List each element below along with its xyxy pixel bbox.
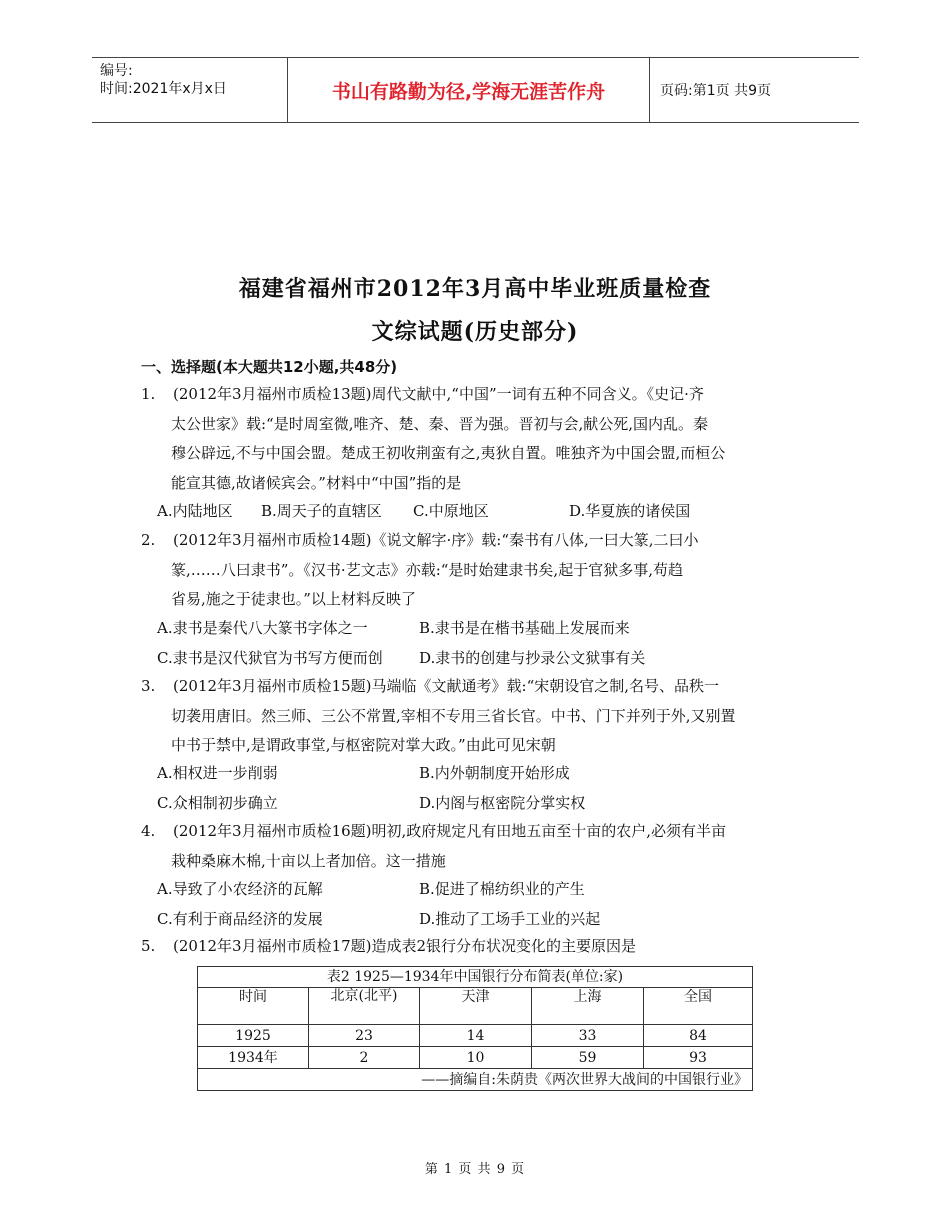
option-c: C.众相制初步确立 [157, 793, 278, 812]
question-1 [141, 380, 819, 498]
question-line: 能宣其德,故诸候宾会。”材料中“中国”指的是 [171, 473, 462, 492]
bank-distribution-table [197, 966, 753, 1091]
header-page-info: 页码:第1页 共9页 [660, 83, 771, 99]
option-a: A.导致了小农经济的瓦解 [157, 880, 323, 898]
table-header-cell: 时间 [198, 988, 309, 1025]
table-header-row [198, 988, 753, 1025]
table-source: ——摘编自:朱荫贵《两次世界大战间的中国银行业》 [198, 1069, 753, 1091]
question-line: 省易,施之于徒隶也。”以上材料反映了 [171, 590, 416, 608]
document-header [92, 57, 859, 123]
question-number: 2. [141, 531, 156, 549]
table-cell: 23 [309, 1025, 420, 1047]
document-title: 福建省福州市2012年3月高中毕业班质量检查 [238, 276, 712, 302]
table-caption: 表2 1925—1934年中国银行分布简表(单位:家) [198, 967, 753, 988]
question-number: 1. [141, 385, 156, 403]
question-4-options [157, 875, 600, 934]
question-line: 栽种桑麻木棉,十亩以上者加倍。这一措施 [171, 851, 446, 870]
option-d: D.华夏族的诸侯国 [569, 502, 691, 520]
option-a: A.内陆地区 [157, 502, 233, 520]
table-cell: 14 [420, 1025, 532, 1047]
question-3 [141, 672, 819, 761]
question-number: 5. [141, 937, 156, 955]
option-d: D.内阁与枢密院分掌实权 [419, 793, 586, 812]
question-number: 3. [141, 677, 156, 695]
option-c: C.有利于商品经济的发展 [157, 909, 323, 928]
table-header-cell: 全国 [644, 988, 753, 1025]
document-subtitle: 文综试题(历史部分) [371, 319, 579, 345]
table-cell: 84 [644, 1025, 753, 1047]
option-c: C.中原地区 [413, 502, 489, 520]
question-line: (2012年3月福州市质检16题)明初,政府规定凡有田地五亩至十亩的农户,必须有半亩 [173, 822, 727, 840]
number-label: 编号: [100, 63, 133, 79]
question-1-options [157, 497, 690, 527]
section-heading: 一、选择题(本大题共12小题,共48分) [141, 358, 398, 376]
question-line: 穆公辟远,不与中国会盟。楚成王初收荆蛮有之,夷狄自置。唯独齐为中国会盟,而桓公 [171, 444, 726, 462]
question-line: (2012年3月福州市质检14题)《说文解字·序》载:“秦书有八体,一曰大篆,二曰小 [173, 531, 699, 549]
question-5 [141, 932, 819, 962]
table-row [198, 1025, 753, 1047]
question-2 [141, 526, 819, 615]
question-line: 切袭用唐旧。然三师、三公不常置,宰相不专用三省长官。中书、门下并列于外,又别置 [171, 706, 736, 725]
table-row [198, 1047, 753, 1069]
option-d: D.隶书的创建与抄录公文狱事有关 [419, 648, 646, 667]
question-4 [141, 817, 819, 876]
table-cell: 33 [532, 1025, 644, 1047]
time-label: 时间:2021年x月x日 [100, 81, 227, 97]
table-cell: 2 [309, 1047, 420, 1069]
page-footer: 第 1 页 共 9 页 [424, 1162, 526, 1177]
table-cell: 10 [420, 1047, 532, 1069]
question-line: (2012年3月福州市质检17题)造成表2银行分布状况变化的主要原因是 [173, 937, 637, 955]
question-3-options [157, 759, 585, 818]
table-cell: 1934年 [198, 1047, 309, 1069]
option-b: B.隶书是在楷书基础上发展而来 [419, 619, 630, 637]
table-cell: 93 [644, 1047, 753, 1069]
option-b: B.促进了棉纺织业的产生 [419, 880, 585, 898]
table-cell: 1925 [198, 1025, 309, 1047]
header-motto: 书山有路勤为径,学海无涯苦作舟 [287, 58, 650, 122]
question-line: 篆,……八曰隶书”。《汉书·艺文志》亦载:“是时始建隶书矣,起于官狱多事,苟趋 [171, 560, 683, 579]
option-a: A.相权进一步削弱 [157, 764, 278, 782]
option-c: C.隶书是汉代狱官为书写方便而创 [157, 648, 383, 667]
option-b: B.周天子的直辖区 [261, 502, 382, 520]
table-header-cell: 北京(北平) [309, 988, 420, 1025]
table-cell: 59 [532, 1047, 644, 1069]
option-a: A.隶书是秦代八大篆书字体之一 [157, 619, 368, 637]
question-number: 4. [141, 822, 156, 840]
question-line: 中书于禁中,是谓政事堂,与枢密院对掌大政。”由此可见宋朝 [171, 736, 556, 754]
question-line: (2012年3月福州市质检13题)周代文献中,“中国”一词有五种不同含义。《史记·齐 [173, 385, 704, 403]
table-header-cell: 上海 [532, 988, 644, 1025]
question-line: (2012年3月福州市质检15题)马端临《文献通考》载:“宋朝设官之制,名号、品秩一 [173, 677, 720, 695]
question-line: 太公世家》载:“是时周室微,唯齐、楚、秦、晋为强。晋初与会,献公死,国内乱。秦 [171, 414, 709, 433]
option-d: D.推动了工场手工业的兴起 [419, 909, 601, 928]
option-b: B.内外朝制度开始形成 [419, 764, 570, 782]
header-meta [92, 58, 287, 122]
question-2-options [157, 614, 645, 673]
table-header-cell: 天津 [420, 988, 532, 1025]
